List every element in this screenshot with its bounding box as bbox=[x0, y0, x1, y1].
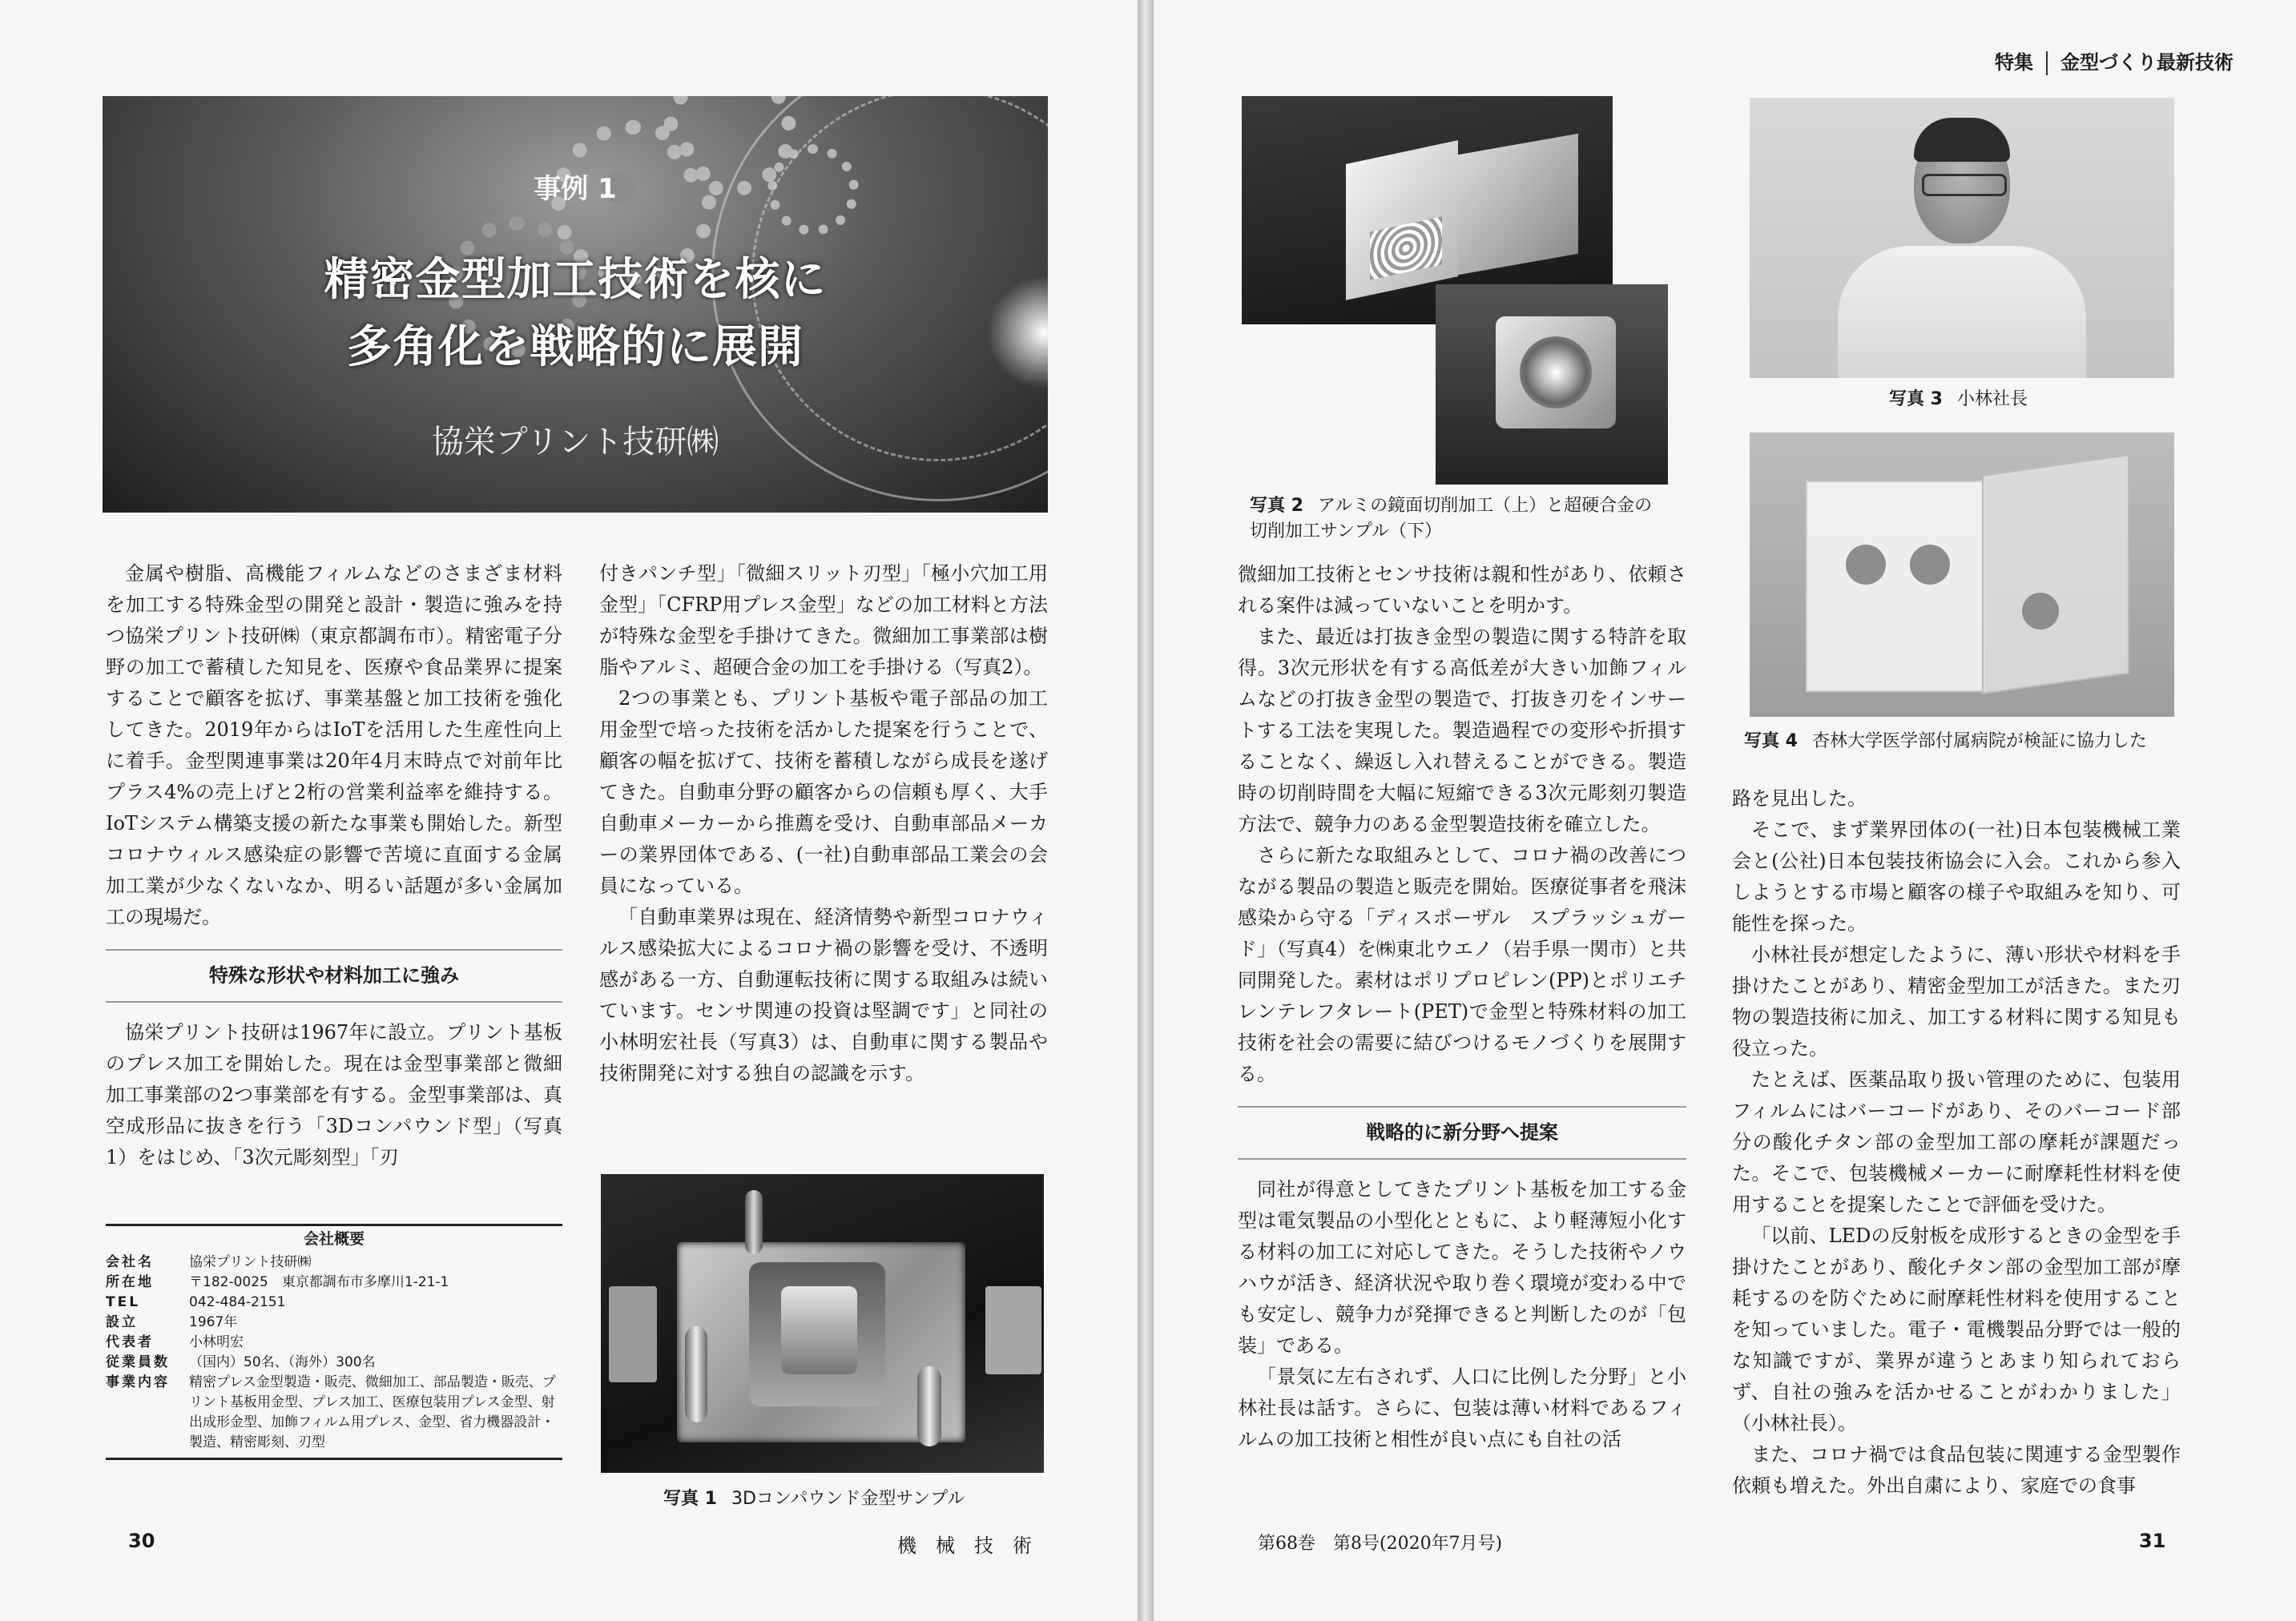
profile-key: 代表者 bbox=[106, 1334, 154, 1350]
guide-pin bbox=[917, 1366, 941, 1446]
company-profile-title: 会社概要 bbox=[303, 1230, 365, 1248]
paragraph: 2つの事業とも、プリント基板や電子部品の加工用金型で培った技術を活かした提案を行うことで、顧客の幅を拡げて、技術を蓄積しながら成長を遂げてきた。自動車分野の顧客からの信頼も厚く、大手自動車メーカーから推薦を受け、自動車部品メーカーの業界団体である、(一社)自動車部品工業会の会員になっている。 bbox=[599, 687, 1048, 897]
feature-label: 特集 bbox=[1995, 51, 2033, 74]
profile-row bbox=[106, 1293, 562, 1313]
guard-panel bbox=[1806, 481, 1985, 692]
right-column-1 bbox=[1238, 559, 1686, 1455]
paragraph: また、最近は打抜き金型の製造に関する特許を取得。3次元形状を有する高低差が大きい加飾フィルムなどの打抜き金型の製造で、打抜き刃をインサートする工法を実現した。製造過程での変形や折損することなく、繰返し入れ替えることができる。製造時の切削時間を大幅に短縮できる3次元彫刻刃製造方法で、競争力のある金型製造技術を確立した。 bbox=[1238, 625, 1686, 835]
paragraph: 金属や樹脂、高機能フィルムなどのさまざま材料を加工する特殊金型の開発と設計・製造に強みを持つ協栄プリント技研㈱（東京都調布市）。精密電子分野の加工で蓄積した知見を、医療や食品業界に提案することで顧客を拡げ、事業基盤と加工技術を強化してきた。2019年からはIoTを活用した生産性向上に着手。金型関連事業は20年4月末時点で対前年比プラス4%の売上げと2桁の営業利益率を維持する。IoTシステム構築支援の新たな事業も開始した。新型コロナウィルス感染症の影響で苦境に直面する金属加工業が少なくないなか、明るい話題が多い金属加工の現場だ。 bbox=[106, 562, 562, 928]
profile-row bbox=[106, 1353, 562, 1373]
paragraph: また、コロナ禍では食品包装に関連する金型製作依頼も増えた。外出自粛により、家庭での食事 bbox=[1732, 1443, 2181, 1497]
left-column-1 bbox=[106, 558, 562, 1173]
portrait-glasses bbox=[1922, 174, 2007, 196]
right-column-2 bbox=[1732, 783, 2181, 1502]
spine-gutter bbox=[1138, 0, 1154, 1621]
photo-1-mold-sample bbox=[601, 1174, 1044, 1473]
guard-hole bbox=[1846, 545, 1886, 585]
profile-row bbox=[106, 1333, 562, 1353]
photo-3-president-portrait bbox=[1750, 98, 2174, 378]
guard-hole bbox=[1910, 545, 1950, 585]
profile-value: 042-484-2151 bbox=[189, 1294, 286, 1310]
photo-2-caption bbox=[1250, 493, 1666, 545]
paragraph: さらに新たな取組みとして、コロナ禍の改善につながる製品の製造と販売を開始。医療従事者を飛沫感染から守る「ディスポーザル スプラッシュガード」（写真4）を㈱東北ウエノ（岩手県一関市）と共同開発した。素材はポリプロピレン(PP)とポリエチレンテレフタレート(PET)で金型と特殊材料の加工技術を社会の需要に結びつけるモノづくりを展開する。 bbox=[1238, 844, 1686, 1085]
paragraph: 「以前、LEDの反射板を成形するときの金型を手掛けたことがあり、酸化チタン部の金型加工部が摩耗するのを防ぐために耐摩耗性材料を使用することを知っていました。電子・電機製品分野では一般的な知識ですが、業界が違うとあまり知られておらず、自社の強みを活かせることがわかりました」（小林社長）。 bbox=[1732, 1225, 2181, 1434]
profile-row bbox=[106, 1373, 562, 1453]
article-title bbox=[103, 247, 1048, 381]
paragraph: そこで、まず業界団体の(一社)日本包装機械工業会と(公社)日本包装技術協会に入会。これから参入しようとする市場と顧客の様子や取組みを知り、可能性を探った。 bbox=[1732, 819, 2181, 935]
profile-row bbox=[106, 1273, 562, 1293]
company-name: 協栄プリント技研㈱ bbox=[431, 424, 719, 461]
photo-1-caption bbox=[663, 1486, 965, 1512]
side-tool bbox=[985, 1286, 1041, 1374]
profile-key: 所在地 bbox=[106, 1274, 154, 1290]
photo-3-caption bbox=[1889, 387, 2028, 412]
header-divider bbox=[2046, 51, 2048, 75]
paragraph: 「景気に左右されず、人口に比例した分野」と小林社長は話す。さらに、包装は薄い材料であるフィルムの加工技術と相性が良い点にも自社の活 bbox=[1238, 1366, 1686, 1450]
portrait-hair bbox=[1914, 118, 2010, 162]
guide-pin bbox=[685, 1326, 707, 1422]
caption-text: 杏林大学医学部付属病院が検証に協力した bbox=[1811, 731, 2147, 751]
title-line-1: 精密金型加工技術を核に bbox=[324, 254, 827, 306]
carbide-pattern bbox=[1520, 336, 1592, 408]
caption-text: 小林社長 bbox=[1956, 389, 2028, 409]
title-line-2: 多角化を戦略的に展開 bbox=[347, 321, 804, 373]
side-tool bbox=[609, 1286, 657, 1382]
issue-info: 第68巻 第8号(2020年7月号) bbox=[1258, 1534, 1503, 1554]
paragraph: 「自動車業界は現在、経済情勢や新型コロナウィルス感染拡大によるコロナ禍の影響を受け、不透明感がある一方、自動運転技術に関する取組みは続いています。センサ関連の投資は堅調です」と同社の小林明宏社長（写真3）は、自動車に関する製品や技術開発に対する独自の認識を示す。 bbox=[599, 906, 1048, 1084]
profile-value: （国内）50名、（海外）300名 bbox=[189, 1354, 376, 1370]
section-heading: 特殊な形状や材料加工に強み bbox=[106, 949, 562, 1003]
profile-value: 1967年 bbox=[189, 1314, 238, 1330]
portrait-shirt bbox=[1838, 246, 2086, 378]
profile-value: 協栄プリント技研㈱ bbox=[189, 1254, 312, 1270]
profile-key: 従業員数 bbox=[106, 1354, 170, 1370]
profile-key: 会社名 bbox=[106, 1254, 154, 1270]
profile-value: 〒182-0025 東京都調布市多摩川1-21-1 bbox=[189, 1274, 449, 1290]
magazine-title: 機 械 技 術 bbox=[897, 1535, 1032, 1557]
paragraph: たとえば、医薬品取り扱い管理のために、包装用フィルムにはバーコードがあり、そのバーコード部分の酸化チタン部の金型加工部の摩耗が課題だった。そこで、包装機械メーカーに耐摩耗性材料を使用することを提案したことで評価を受けた。 bbox=[1732, 1068, 2181, 1216]
caption-text: 3Dコンパウンド金型サンプル bbox=[731, 1489, 965, 1509]
profile-key: 事業内容 bbox=[106, 1374, 170, 1390]
paragraph: 協栄プリント技研は1967年に設立。プリント基板のプレス加工を開始した。現在は金型事業部と微細加工事業部の2つ事業部を有する。金型事業部は、真空成形品に抜きを行う「3Dコンパウンド型」（写真1）をはじめ、「3次元彫刻型」「刃 bbox=[106, 1021, 562, 1168]
profile-row bbox=[106, 1253, 562, 1273]
page-number-right: 31 bbox=[2139, 1530, 2166, 1552]
left-page bbox=[0, 0, 1138, 1621]
caption-text: アルミの鏡面切削加工（上）と超硬合金の切削加工サンプル（下） bbox=[1250, 496, 1653, 541]
photo-label: 写真 1 bbox=[663, 1489, 717, 1509]
photo-4-splash-guard bbox=[1750, 432, 2174, 717]
photo-label: 写真 2 bbox=[1250, 496, 1303, 516]
paragraph: 小林社長が想定したように、薄い形状や材料を手掛けたことがあり、精密金型加工が活きた。また刃物の製造技術に加え、加工する材料に関する知見も役立った。 bbox=[1732, 943, 2181, 1060]
guide-pin bbox=[745, 1190, 763, 1254]
article-hero-banner bbox=[103, 96, 1048, 513]
paragraph: 路を見出した。 bbox=[1732, 787, 1867, 810]
profile-key: TEL bbox=[106, 1294, 141, 1310]
profile-value: 小林明宏 bbox=[189, 1334, 244, 1350]
photo-4-caption bbox=[1744, 729, 2147, 754]
profile-row bbox=[106, 1313, 562, 1333]
company-profile-box bbox=[106, 1224, 562, 1460]
guard-panel bbox=[1982, 454, 2129, 694]
left-column-2 bbox=[599, 558, 1048, 1089]
paragraph: 同社が得意としてきたプリント基板を加工する金型は電気製品の小型化とともに、より軽薄短小化する材料の加工に対応してきた。そうした技術やノウハウが活き、経済状況や取り巻く環境が変わる中でも安定し、競争力が発揮できると判断したのが「包装」である。 bbox=[1238, 1178, 1686, 1357]
right-page bbox=[1154, 0, 2296, 1621]
paragraph: 付きパンチ型」「微細スリット刃型」「極小穴加工用金型」「CFRP用プレス金型」などの加工材料と方法が特殊な金型を手掛けてきた。微細加工事業部は樹脂やアルミ、超硬合金の加工を手掛ける（写真2）。 bbox=[599, 562, 1048, 678]
photo-label: 写真 4 bbox=[1744, 731, 1798, 751]
section-heading: 戦略的に新分野へ提案 bbox=[1238, 1106, 1686, 1160]
guard-hole bbox=[2022, 593, 2059, 629]
running-header bbox=[1995, 46, 2234, 75]
paragraph: 微細加工技術とセンサ技術は親和性があり、依頼される案件は減っていないことを明かす。 bbox=[1238, 563, 1686, 617]
case-kicker: 事例 1 bbox=[534, 173, 617, 205]
profile-value: 精密プレス金型製造・販売、微細加工、部品製造・販売、プリント基板用金型、プレス加工、医療包装用プレス金型、射出成形金型、加飾フィルム用プレス、金型、省力機器設計・製造、精密彫刻、刃型 bbox=[189, 1374, 556, 1450]
photo-label: 写真 3 bbox=[1889, 389, 1943, 409]
mold-core bbox=[781, 1286, 857, 1374]
profile-key: 設立 bbox=[106, 1314, 138, 1330]
feature-topic: 金型づくり最新技術 bbox=[2060, 51, 2234, 74]
page-number-left: 30 bbox=[128, 1530, 155, 1552]
aluminum-block bbox=[1458, 134, 1578, 275]
photo-2-lower-carbide bbox=[1436, 284, 1668, 485]
